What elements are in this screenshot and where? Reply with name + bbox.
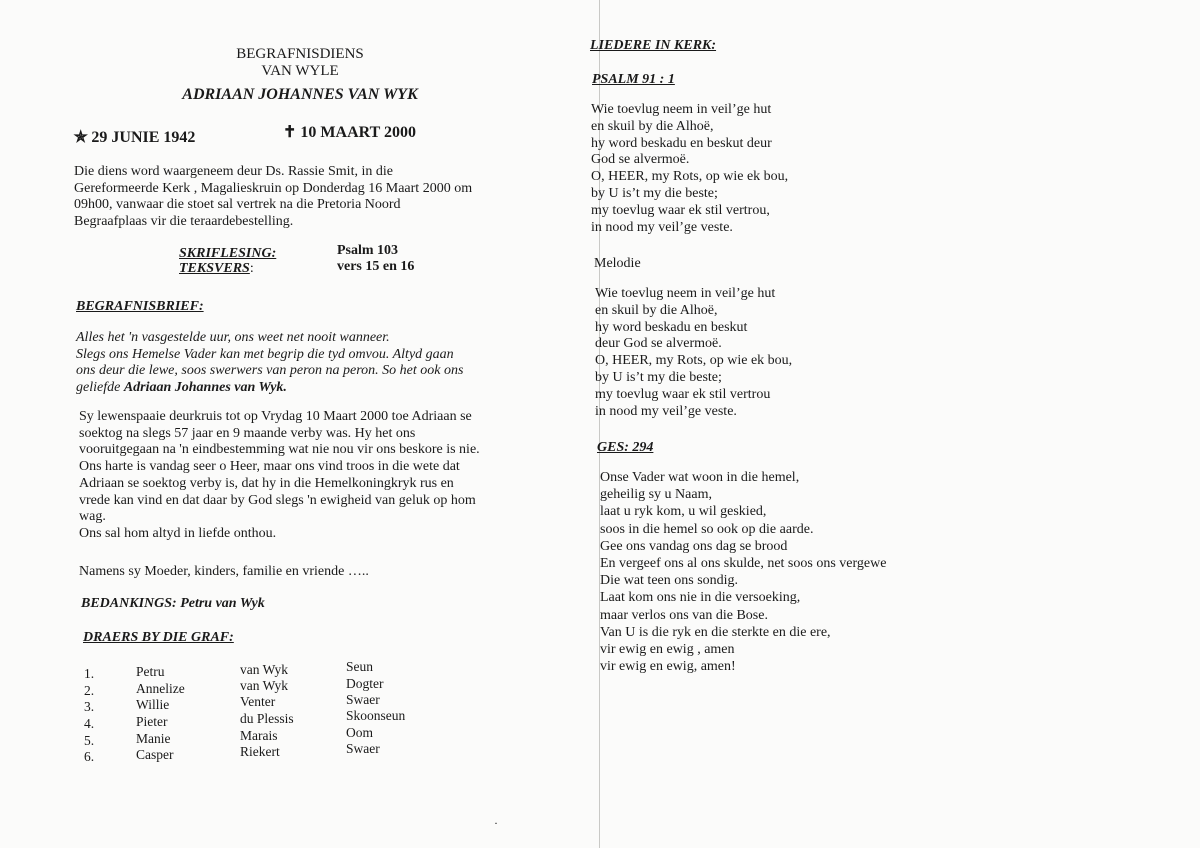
bearer-last-name: Riekert xyxy=(240,744,280,759)
table-row xyxy=(84,716,94,732)
death-date: 10 MAART 2000 xyxy=(300,124,416,141)
scripture-value: Psalm 103 xyxy=(337,243,399,258)
bearer-last-name: Marais xyxy=(240,728,278,743)
bearer-number: 4. xyxy=(84,716,95,731)
table-row xyxy=(84,699,94,715)
bearer-last-name: van Wyk xyxy=(240,662,289,677)
bearer-relation: Swaer xyxy=(346,741,380,756)
letter-deceased-name: Adriaan Johannes van Wyk. xyxy=(123,380,287,396)
bearer-number: 5. xyxy=(84,733,95,748)
thanks-label: BEDANKINGS: xyxy=(81,596,177,611)
bearer-last-name: du Plessis xyxy=(240,711,294,726)
letter-paragraph-3: Namens sy Moeder, kinders, familie en vriende ….. xyxy=(79,564,369,579)
bearer-first-name: Annelize xyxy=(136,681,185,696)
text-label-line xyxy=(179,261,254,277)
bearer-first-name: Pieter xyxy=(136,714,168,729)
birth-date: 29 JUNIE 1942 xyxy=(91,129,196,146)
thanks-name: Petru van Wyk xyxy=(180,596,265,611)
bearer-first-name: Casper xyxy=(136,747,174,762)
letter-heading: BEGRAFNISBRIEF: xyxy=(76,299,204,314)
bearer-relation: Dogter xyxy=(346,676,384,691)
bearer-last-name: van Wyk xyxy=(240,678,289,693)
melody-verse: Wie toevlug neem in veil’ge hut en skuil by die Alhoë, hy word beskadu en beskut deur God se alvermoë. O, HEER, my Rots, op wie ek bou, by U is’t my die beste; my toevlug waar ek stil vertrou in nood my veil’ge veste. xyxy=(595,286,793,419)
thanks-line xyxy=(81,596,265,612)
scripture-label: SKRIFLESING: xyxy=(179,246,277,261)
birth-star-icon: ✯ xyxy=(74,129,88,146)
bearer-number: 1. xyxy=(84,666,95,681)
psalm-heading: PSALM 91 : 1 xyxy=(592,72,675,87)
psalm-verse: Wie toevlug neem in veil’ge hut en skuil by die Alhoë, hy word beskadu en beskut deur God se alvermoë. O, HEER, my Rots, op wie ek bou, by U is’t my die beste; my toevlug waar ek stil vertrou, in nood my veil’ge veste. xyxy=(591,102,789,235)
service-paragraph: Die diens word waargeneem deur Ds. Rassie Smit, in die Gereformeerde Kerk , Magalieskruin op Donderdag 16 Maart 2000 om 09h00, vanwaar die stoet sal vertrek na die Pretoria Noord Begraafplaas vir die teraardebestelling. xyxy=(74,164,473,230)
death-date-line xyxy=(283,122,416,142)
bearer-relation: Oom xyxy=(346,725,373,740)
bearer-number: 2. xyxy=(84,683,95,698)
bearer-number: 3. xyxy=(84,699,95,714)
bearer-first-name: Willie xyxy=(136,697,170,712)
table-row xyxy=(84,666,94,682)
bearer-relation: Seun xyxy=(346,659,373,674)
ges-heading: GES: 294 xyxy=(597,440,654,455)
table-row xyxy=(84,733,94,749)
text-label-colon: : xyxy=(249,261,254,276)
service-title xyxy=(150,46,450,80)
letter-text: Alles het 'n vasgestelde uur, ons weet net nooit wanneer. Slegs ons Hemelse Vader kan met begrip die tyd omvou. Altyd gaan ons deur die lewe, soos swerwers van peron na peron. So het ook ons geliefde xyxy=(76,330,464,396)
letter-paragraph-1 xyxy=(76,330,556,397)
lords-prayer: Onse Vader wat woon in die hemel, geheilig sy u Naam, laat u ryk kom, u wil geskied, soos in die hemel so ook op die aarde. Gee ons vandag ons dag se brood En vergeef ons al ons skulde, net soos ons vergewe Die wat teen ons sondig. Laat kom ons nie in die versoeking, maar verlos ons van die Bose. Van U is die ryk en die sterkte en die ere, vir ewig en ewig , amen vir ewig en ewig, amen! xyxy=(600,470,887,675)
title-line-2: VAN WYLE xyxy=(261,63,339,79)
right-page xyxy=(494,0,1200,848)
bearer-relation: Swaer xyxy=(346,692,380,707)
title-line-1: BEGRAFNISDIENS xyxy=(236,46,364,62)
bearers-heading: DRAERS BY DIE GRAF: xyxy=(83,630,234,645)
bearer-first-name: Petru xyxy=(136,664,165,679)
bearer-relation: Skoonseun xyxy=(346,708,406,723)
print-speck: · xyxy=(494,816,498,830)
birth-date-line xyxy=(74,127,195,147)
songs-heading: LIEDERE IN KERK: xyxy=(590,38,717,53)
text-label: TEKSVERS xyxy=(179,261,250,276)
deceased-name: ADRIAAN JOHANNES VAN WYK xyxy=(182,86,418,103)
bearer-last-name: Venter xyxy=(240,694,276,709)
bearer-number: 6. xyxy=(84,749,95,764)
bearer-first-name: Manie xyxy=(136,731,171,746)
table-row xyxy=(84,749,94,765)
melody-label: Melodie xyxy=(594,256,641,271)
letter-paragraph-2: Sy lewenspaaie deurkruis tot op Vrydag 10 Maart 2000 toe Adriaan se soektog na slegs 57 jaar en 9 maande verby was. Hy het ons vooruitgegaan na 'n eindbestemming wat nie nou vir ons beskore is nie. Ons harte is vandag seer o Heer, maar ons vind troos in die wete dat Adriaan se soektog verby is, dat hy in die Hemelkoningkryk rus en vrede kan vind en dat daar by God slegs 'n ewigheid van geluk op hom wag. Ons sal hom altyd in liefde onthou. xyxy=(79,409,480,541)
death-cross-icon: ✝ xyxy=(283,124,297,141)
table-row xyxy=(84,683,94,699)
text-value: vers 15 en 16 xyxy=(337,259,415,274)
